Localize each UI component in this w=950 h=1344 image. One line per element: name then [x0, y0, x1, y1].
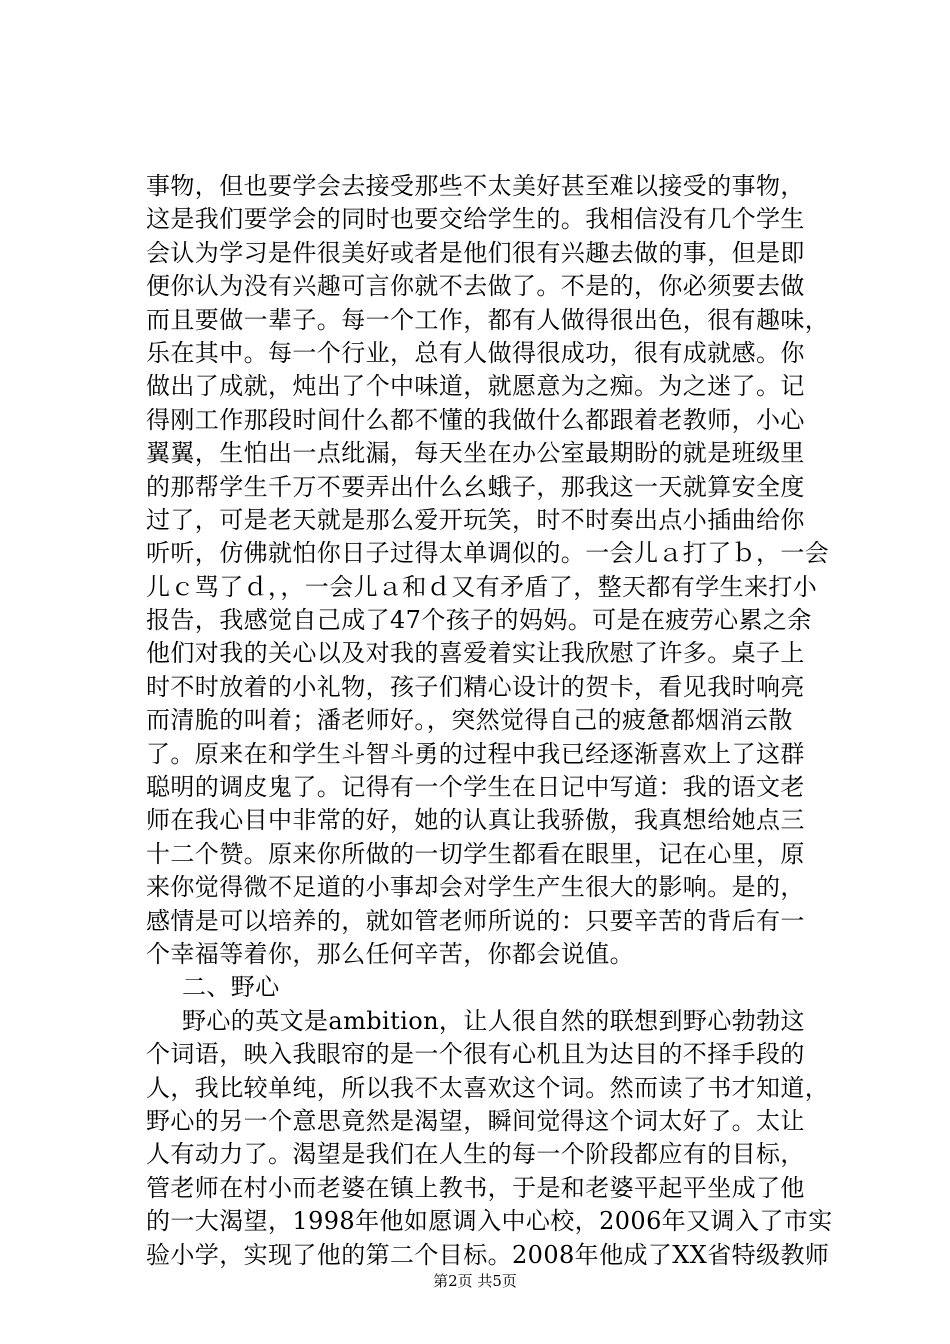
text-line: 野心的另一个意思竟然是渴望，瞬间觉得这个词太好了。太让 [146, 1106, 805, 1135]
text-line: 二、野心 [182, 973, 280, 1002]
text-line: 人有动力了。渴望是我们在人生的每一个阶段都应有的目标， [146, 1140, 805, 1169]
text-line: 报告，我感觉自己成了47个孩子的妈妈。可是在疲劳心累之余 [146, 606, 812, 635]
text-line: 了。原来在和学生斗智斗勇的过程中我已经逐渐喜欢上了这群 [146, 739, 805, 768]
text-line: 野心的英文是ambition，让人很自然的联想到野心勃勃这 [182, 1006, 805, 1035]
text-line: 过了，可是老天就是那么爱开玩笑，时不时奏出点小插曲给你 [146, 505, 805, 534]
text-line: 这是我们要学会的同时也要交给学生的。我相信没有几个学生 [146, 205, 805, 234]
text-line: 做出了成就，炖出了个中味道，就愿意为之痴。为之迷了。记 [146, 372, 805, 401]
text-line: 便你认为没有兴趣可言你就不去做了。不是的，你必须要去做 [146, 272, 805, 301]
text-line: 验小学，实现了他的第二个目标。2008年他成了XX省特级教师 [146, 1240, 830, 1269]
page-footer: 第2页 共5页 [433, 1272, 517, 1290]
text-line: 个词语，映入我眼帘的是一个很有心机且为达目的不择手段的 [146, 1040, 805, 1069]
text-line: 而清脆的叫着；潘老师好。，突然觉得自己的疲惫都烟消云散 [146, 706, 793, 735]
text-line: 而且要做一辈子。每一个工作，都有人做得很出色，很有趣味， [146, 305, 830, 334]
text-line: 来你觉得微不足道的小事却会对学生产生很大的影响。是的， [146, 873, 805, 902]
text-line: 儿ｃ骂了ｄ，，一会儿ａ和ｄ又有矛盾了，整天都有学生来打小 [146, 572, 818, 601]
text-line: 翼翼，生怕出一点纰漏，每天坐在办公室最期盼的就是班级里 [146, 439, 805, 468]
text-line: 的一大渴望，1998年他如愿调入中心校，2006年又调入了市实 [146, 1207, 833, 1236]
text-line: 人，我比较单纯，所以我不太喜欢这个词。然而读了书才知道， [146, 1073, 830, 1102]
text-line: 师在我心目中非常的好，她的认真让我骄傲，我真想给她点三 [146, 806, 805, 835]
text-line: 乐在其中。每一个行业，总有人做得很成功，很有成就感。你 [146, 338, 805, 367]
text-line: 听听，仿佛就怕你日子过得太单调似的。一会儿ａ打了ｂ，一会 [146, 539, 830, 568]
text-line: 感情是可以培养的，就如管老师所说的：只要辛苦的背后有一 [146, 906, 805, 935]
text-line: 时不时放着的小礼物，孩子们精心设计的贺卡，看见我时响亮 [146, 672, 805, 701]
text-line: 事物，但也要学会去接受那些不太美好甚至难以接受的事物， [146, 172, 805, 200]
text-line: 十二个赞。原来你所做的一切学生都看在眼里，记在心里，原 [146, 839, 805, 868]
text-line: 会认为学习是件很美好或者是他们很有兴趣去做的事，但是即 [146, 238, 805, 267]
text-line: 得刚工作那段时间什么都不懂的我做什么都跟着老教师，小心 [146, 405, 805, 434]
text-line: 聪明的调皮鬼了。记得有一个学生在日记中写道：我的语文老 [146, 773, 805, 802]
text-line: 他们对我的关心以及对我的喜爱着实让我欣慰了许多。桌子上 [146, 639, 805, 668]
text-line: 的那帮学生千万不要弄出什么幺蛾子，那我这一天就算安全度 [146, 472, 805, 501]
body-text [146, 170, 836, 1272]
text-line: 个幸福等着你，那么任何辛苦，你都会说值。 [146, 939, 634, 968]
text-line: 管老师在村小而老婆在镇上教书，于是和老婆平起平坐成了他 [146, 1173, 805, 1202]
